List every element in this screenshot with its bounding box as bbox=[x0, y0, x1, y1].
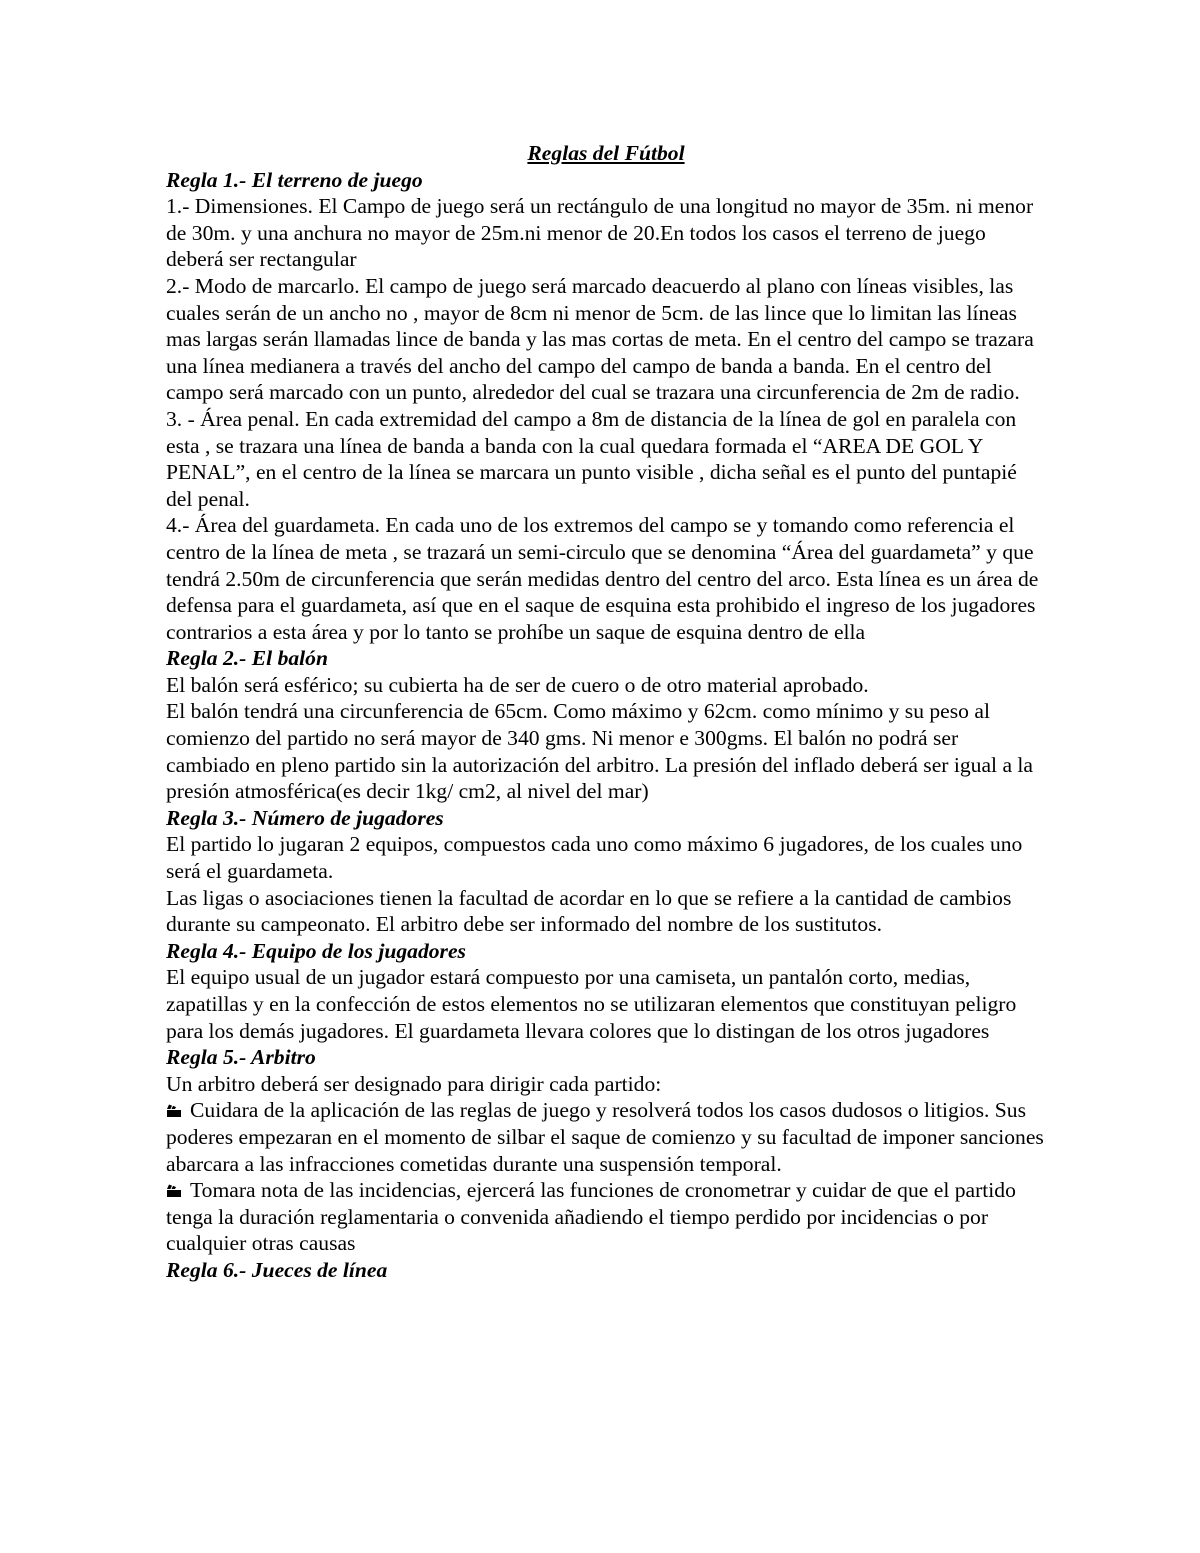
rule-paragraph: El balón será esférico; su cubierta ha de ser de cuero o de otro material aprobado. bbox=[166, 672, 869, 697]
clapperboard-icon bbox=[166, 1104, 182, 1118]
rule-heading: Regla 2.- El balón bbox=[166, 646, 328, 671]
rule-heading: Regla 4.- Equipo de los jugadores bbox=[166, 938, 466, 963]
document-title: Reglas del Fútbol bbox=[527, 141, 685, 165]
rule-paragraph: 4.- Área del guardameta. En cada uno de los extremos del campo se y tomando como referencia el centro de la línea de meta , se trazará un semi-circulo que se denomina “Área del guardameta” y que tendrá 2.50m de circunferencia que serán medidas dentro del centro del arco. Esta línea es un área de defensa para el guardameta, así que en el saque de esquina esta prohibido el ingreso de los jugadores contrarios a esta área y por lo tanto se prohíbe un saque de esquina dentro de ella bbox=[166, 513, 1039, 644]
bullet-text: Cuidara de la aplicación de las reglas de juego y resolverá todos los casos dudosos o litigios. Sus poderes empezaran en el momento de silbar el saque de comienzo y su facultad de imponer sanciones abarcara a las infracciones cometidas durante una suspensión temporal. bbox=[166, 1098, 1044, 1176]
document-body bbox=[166, 140, 1046, 1284]
rule-section-6 bbox=[166, 1257, 1046, 1284]
rule-paragraph: 2.- Modo de marcarlo. El campo de juego será marcado deacuerdo al plano con líneas visibles, las cuales serán de un ancho no , mayor de 8cm ni menor de 5cm. de las lince que lo limitan las líneas mas largas serán llamadas lince de banda y las mas cortas de meta. En el centro del campo se trazara una línea medianera a través del ancho del campo del campo de banda a banda. En el centro del campo será marcado con un punto, alrededor del cual se trazara una circunferencia de 2m de radio. bbox=[166, 273, 1034, 405]
rule-heading: Regla 6.- Jueces de línea bbox=[166, 1257, 388, 1282]
rule-heading: Regla 1.- El terreno de juego bbox=[166, 167, 423, 192]
rule-paragraph: El partido lo jugaran 2 equipos, compuestos cada uno como máximo 6 jugadores, de los cuales uno será el guardameta. bbox=[166, 832, 1023, 884]
clapperboard-icon bbox=[166, 1184, 182, 1198]
rule-section-3 bbox=[166, 805, 1046, 938]
rule-paragraph: Un arbitro deberá ser designado para dirigir cada partido: bbox=[166, 1071, 662, 1096]
bullet-text: Tomara nota de las incidencias, ejercerá las funciones de cronometrar y cuidar de que el partido tenga la duración reglamentaria o convenida añadiendo el tiempo perdido por incidencias o por cualquier otras causas bbox=[166, 1178, 1016, 1256]
rule-paragraph: 3. - Área penal. En cada extremidad del campo a 8m de distancia de la línea de gol en paralela con esta , se trazara una línea de banda a banda con la cual quedara formada el “AREA DE GOL Y PENAL”, en el centro de la línea se marcara un punto visible , dicha señal es el punto del puntapié del penal. bbox=[166, 406, 1017, 511]
rule-heading: Regla 5.- Arbitro bbox=[166, 1045, 316, 1070]
rule-section-2 bbox=[166, 645, 1046, 805]
rule-paragraph: El equipo usual de un jugador estará compuesto por una camiseta, un pantalón corto, medias, zapatillas y en la confección de estos elementos no se utilizaran elementos que constituyan peligro para los demás jugadores. El guardameta llevara colores que lo distingan de los otros jugadores bbox=[166, 965, 1017, 1043]
bullet-item bbox=[166, 1097, 1046, 1177]
rule-paragraph: Las ligas o asociaciones tienen la facultad de acordar en lo que se refiere a la cantidad de cambios durante su campeonato. El arbitro debe ser informado del nombre de los sustitutos. bbox=[166, 885, 1012, 937]
rule-paragraph: El balón tendrá una circunferencia de 65cm. Como máximo y 62cm. como mínimo y su peso al comienzo del partido no será mayor de 340 gms. Ni menor e 300gms. El balón no podrá ser cambiado en pleno partido sin la autorización del arbitro. La presión del inflado deberá ser igual a la presión atmosférica(es decir 1kg/ cm2, al nivel del mar) bbox=[166, 699, 1034, 804]
rule-heading: Regla 3.- Número de jugadores bbox=[166, 805, 444, 830]
rule-section-4 bbox=[166, 938, 1046, 1044]
bullet-item bbox=[166, 1177, 1046, 1257]
rule-paragraph: 1.- Dimensiones. El Campo de juego será un rectángulo de una longitud no mayor de 35m. ni menor de 30m. y una anchura no mayor de 25m.ni menor de 20.En todos los casos el terreno de juego deberá ser rectangular bbox=[166, 194, 1034, 272]
rule-section-5 bbox=[166, 1044, 1046, 1257]
rule-section-1 bbox=[166, 167, 1046, 646]
